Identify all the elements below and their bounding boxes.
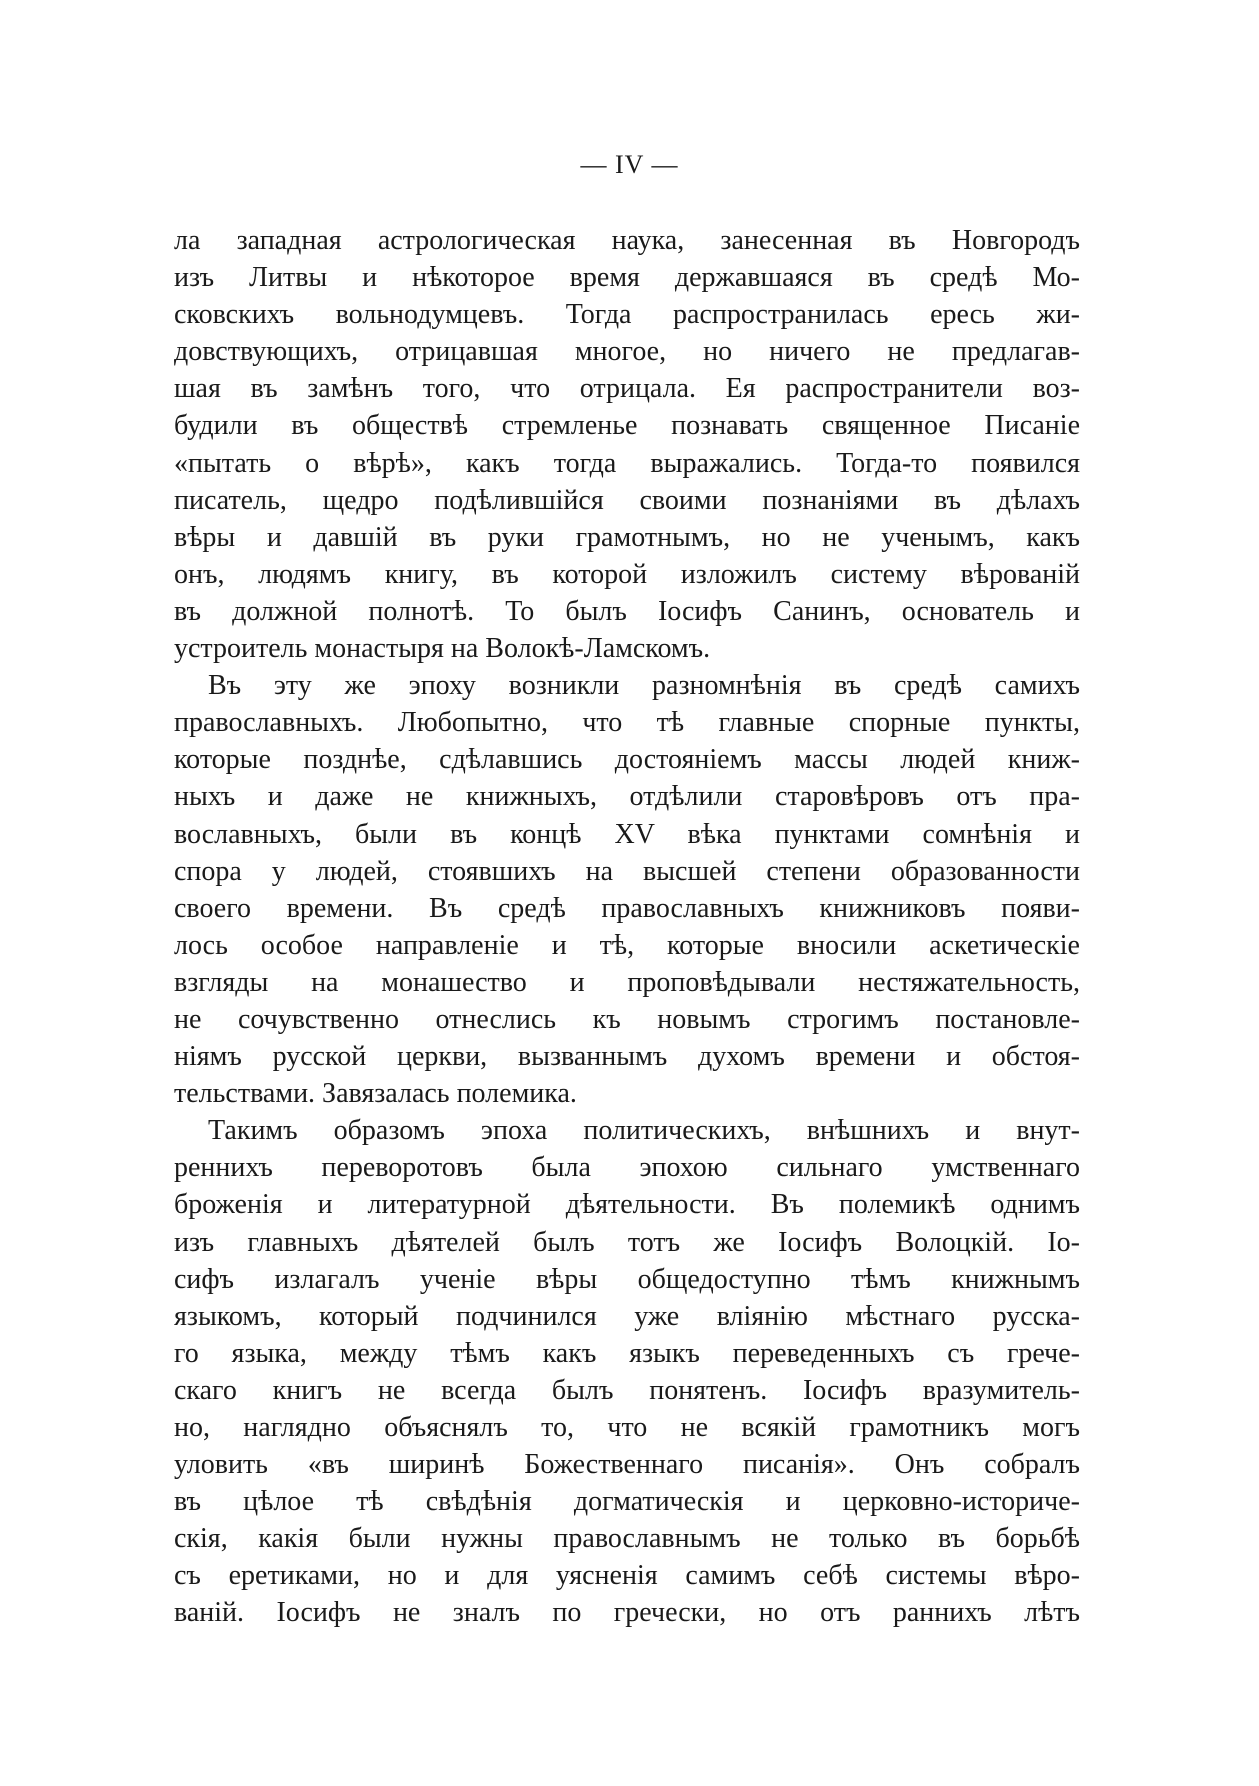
text-line: тельствами. Завязалась полемика. [174,1078,577,1110]
text-line: «пытать о вѣрѣ», какъ тогда выражались. Тогда-то появился [174,447,1080,479]
text-line: сковскихъ вольнодумцевъ. Тогда распространилась ересь жи- [174,299,1080,331]
page-number: — IV — [580,150,679,179]
text-line: своего времени. Въ средѣ православныхъ книжниковъ появи- [174,892,1080,924]
text-line: реннихъ переворотовъ была эпохою сильнаго умственнаго [174,1152,1080,1184]
text-line: которые позднѣе, сдѣлавшись достояніемъ массы людей книж- [174,744,1080,776]
text-line: ла западная астрологическая наука, занесенная въ Новгородъ [174,225,1080,256]
text-line: писатель, щедро подѣлившійся своими познаніями въ дѣлахъ [174,484,1080,516]
text-line: въ цѣлое тѣ свѣдѣнія догматическія и церковно-историче- [174,1486,1080,1518]
text-line: лось особое направленіе и тѣ, которые вносили аскетическіе [174,929,1080,961]
text-line: вѣры и давшій въ руки грамотнымъ, но не ученымъ, какъ [174,521,1080,553]
text-line: вославныхъ, были въ концѣ XV вѣка пунктами сомнѣнія и [174,818,1080,850]
text-line: онъ, людямъ книгу, въ которой изложилъ систему вѣрованій [174,558,1080,590]
paragraph [174,222,1080,667]
text-line: спора у людей, стоявшихъ на высшей степени образованности [174,855,1080,887]
text-line: го языка, между тѣмъ какъ языкъ переведенныхъ съ грече- [174,1337,1080,1369]
paragraph [174,667,1080,1112]
text-line: броженія и литературной дѣятельности. Въ полемикѣ однимъ [174,1189,1080,1221]
text-line: скаго книгъ не всегда былъ понятенъ. Іосифъ вразумитель- [174,1374,1080,1406]
text-line: ныхъ и даже не книжныхъ, отдѣлили старовѣровъ отъ пра- [174,781,1080,813]
text-line: изъ Литвы и нѣкоторое время державшаяся въ средѣ Мо- [174,262,1080,294]
text-line: будили въ обществѣ стремленье познавать священное Писаніе [174,410,1080,442]
text-line: устроитель монастыря на Волокѣ-Ламскомъ. [174,633,711,665]
text-line: изъ главныхъ дѣятелей былъ тотъ же Іосифъ Волоцкій. Іо- [174,1226,1080,1258]
text-line: Такимъ образомъ эпоха политическихъ, внѣшнихъ и внут- [208,1115,1080,1147]
text-line: шая въ замѣнъ того, что отрицала. Ея распространители воз- [174,373,1080,405]
text-line: православныхъ. Любопытно, что тѣ главные спорные пункты, [174,707,1080,739]
text-line: довствующихъ, отрицавшая многое, но ничего не предлагав- [174,336,1080,368]
text-line: Въ эту же эпоху возникли разномнѣнія въ средѣ самихъ [208,670,1080,702]
text-line: ніямъ русской церкви, вызваннымъ духомъ времени и обстоя- [174,1041,1080,1073]
text-line: но, наглядно объяснялъ то, что не всякій грамотникъ могъ [174,1412,1080,1443]
text-line: языкомъ, который подчинился уже вліянію мѣстнаго русска- [174,1300,1080,1332]
page-body [174,222,1080,1632]
text-line: сифъ излагалъ ученіе вѣры общедоступно тѣмъ книжнымъ [174,1263,1080,1295]
text-line: ваній. Іосифъ не зналъ по гречески, но отъ раннихъ лѣтъ [174,1597,1080,1629]
text-line: въ должной полнотѣ. То былъ Іосифъ Санинъ, основатель и [174,595,1080,627]
text-line: взгляды на монашество и проповѣдывали нестяжательность, [174,966,1080,998]
paragraph [174,1112,1080,1631]
text-line: съ еретиками, но и для уясненія самимъ себѣ системы вѣро- [174,1560,1080,1592]
text-line: скія, какія были нужны православнымъ не только въ борьбѣ [174,1523,1080,1555]
text-line: уловить «въ ширинѣ Божественнаго писанія». Онъ собралъ [174,1449,1080,1481]
text-line: не сочувственно отнеслись къ новымъ строгимъ постановле- [174,1003,1080,1035]
